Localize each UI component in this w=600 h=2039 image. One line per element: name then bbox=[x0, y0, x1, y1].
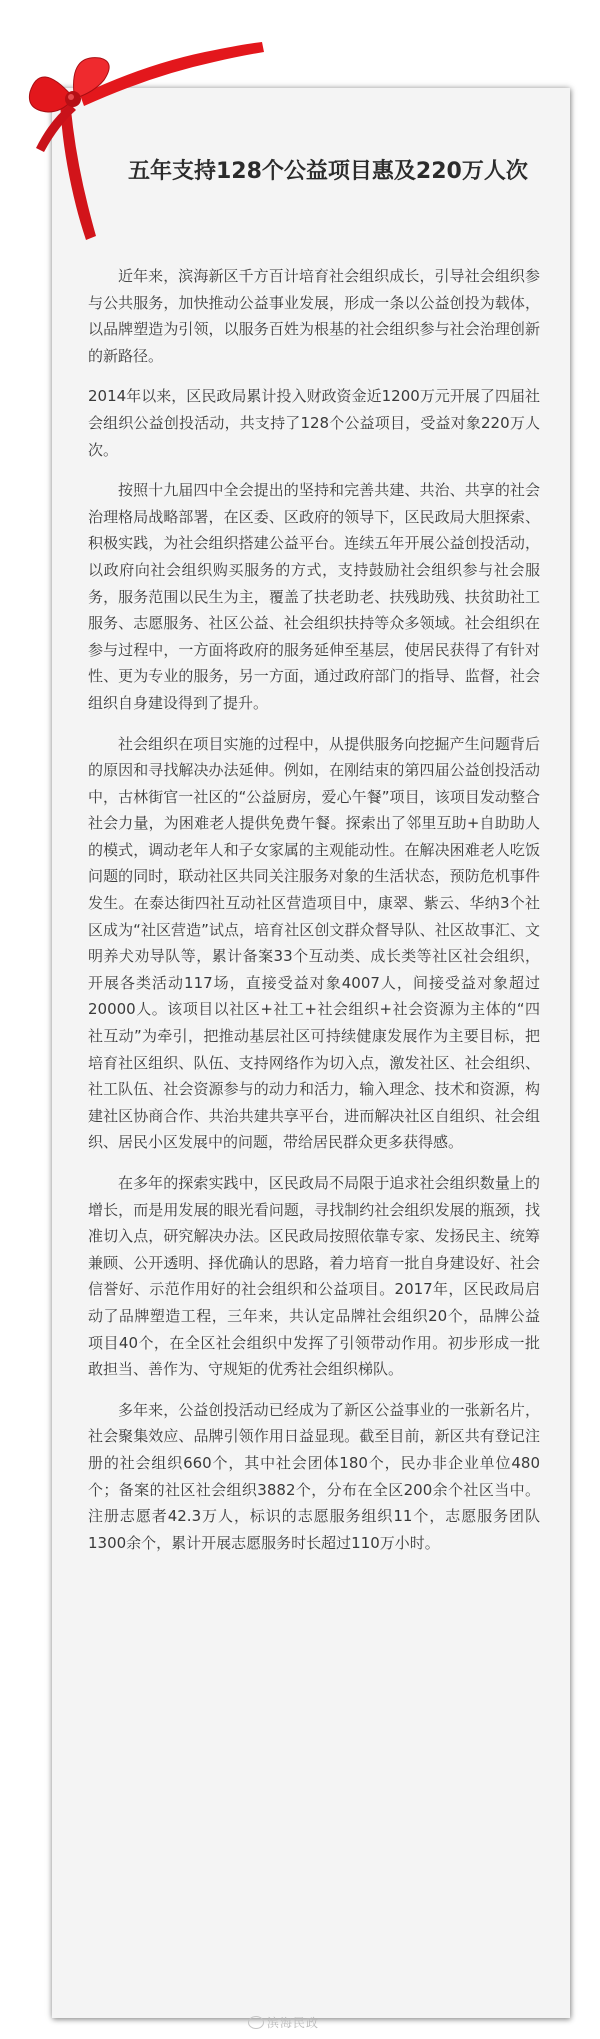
paragraph-funding: 2014年以来，区民政局累计投入财政资金近1200万元开展了四届社会组织公益创投活动，共支持了128个公益项目，受益对象220万人次。 bbox=[88, 387, 540, 459]
paragraph-strategy: 按照十九届四中全会提出的坚持和完善共建、共治、共享的社会治理格局战略部署，在区委、区政府的领导下，区民政局大胆探索、积极实践，为社会组织搭建公益平台。连续五年开展公益创投活动，以政府向社会组织购买服务的方式，支持鼓励社会组织参与社会服务，服务范围以民生为主，覆盖了扶老助老、扶残助残、扶贫助社工服务、志愿服务、社区公益、社会组织扶持等众多领域。社会组织在参与过程中，一方面将政府的服务延伸至基层，使居民获得了有针对性、更为专业的服务，另一方面，通过政府部门的指导、监督，社会组织自身建设得到了提升。 bbox=[88, 481, 540, 712]
article-title: 五年支持128个公益项目惠及220万人次 bbox=[128, 159, 528, 184]
ribbon-bow-decoration bbox=[0, 0, 300, 260]
weibo-icon bbox=[248, 2016, 264, 2029]
paragraph-projects: 社会组织在项目实施的过程中，从提供服务向挖掘产生问题背后的原因和寻找解决办法延伸。例如，在刚结束的第四届公益创投活动中，古林街官一社区的“公益厨房，爱心午餐”项目，该项目发动整合社会力量，为困难老人提供免费午餐。探索出了邻里互助+自助助人的模式，调动老年人和子女家属的主观能动性。在解决困难老人吃饭问题的同时，联动社区共同关注服务对象的生活状态，预防危机事件发生。在泰达街四社互动社区营造项目中，康翠、紫云、华纳3个社区成为“社区营造”试点，培育社区创文群众督导队、社区故事汇、文明养犬劝导队等，累计备案33个互动类、成长类等社区社会组织，开展各类活动117场，直接受益对象4007人，间接受益对象超过20000人。该项目以社区+社工+社会组织+社会资源为主体的“四社互动”为牵引，把推动基层社区可持续健康发展作为主要目标，把培育社区组织、队伍、支持网络作为切入点，激发社区、社会组织、社工队伍、社会资源参与的动力和活力，输入理念、技术和资源，构建社区协商合作、共治共建共享平台，进而解决社区自组织、社会组织、居民小区发展中的问题，带给居民群众更多获得感。 bbox=[88, 734, 540, 1152]
article-body bbox=[88, 263, 540, 1570]
paragraph-branding: 在多年的探索实践中，区民政局不局限于追求社会组织数量上的增长，而是用发展的眼光看问题，寻找制约社会组织发展的瓶颈，找准切入点，研究解决办法。区民政局按照依靠专家、发扬民主、统筹兼顾、公开透明、择优确认的思路，着力培育一批自身建设好、社会信誉好、示范作用好的社会组织和公益项目。2017年，区民政局启动了品牌塑造工程，三年来，共认定品牌社会组织20个，品牌公益项目40个，在全区社会组织中发挥了引领带动作用。初步形成一批敢担当、善作为、守规矩的优秀社会组织梯队。 bbox=[88, 1174, 540, 1379]
source-watermark bbox=[248, 2014, 319, 2031]
paragraph-intro: 近年来，滨海新区千方百计培育社会组织成长，引导社会组织参与公共服务，加快推动公益事业发展，形成一条以公益创投为载体，以品牌塑造为引领，以服务百姓为根基的社会组织参与社会治理创新的新路径。 bbox=[88, 267, 540, 365]
paragraph-results: 多年来，公益创投活动已经成为了新区公益事业的一张新名片，社会聚集效应、品牌引领作用日益显现。截至目前，新区共有登记注册的社会组织660个，其中社会团体180个，民办非企业单位480个；备案的社区社会组织3882个，分布在全区200余个社区当中。注册志愿者42.3万人，标识的志愿服务组织11个，志愿服务团队1300余个，累计开展志愿服务时长超过110万小时。 bbox=[88, 1400, 540, 1552]
watermark-text: 滨海民政 bbox=[267, 2016, 320, 2030]
